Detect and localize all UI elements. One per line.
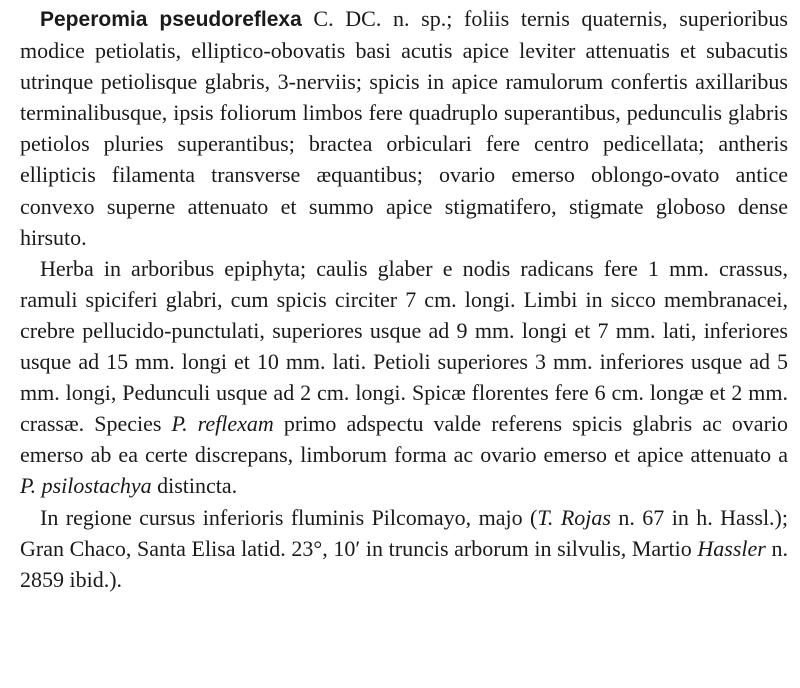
species-description-paragraph bbox=[20, 0, 788, 253]
habit-text-part-1: Herba in arboribus epiphyta; caulis glaber e nodis radicans fere 1 mm. crassus, ramuli spiciferi glabri, cum spicis circiter 7 cm. longi. Limbi in sicco membranacei, crebre pellucido-punctulati, superiores usque ad 9 mm. longi et 7 mm. lati, inferiores usque ad 15 mm. longi et 10 mm. lati. Petioli superiores 3 mm. inferiores usque ad 5 mm. longi, Pedunculi usque ad 2 cm. longi. Spicæ florentes fere 6 cm. longæ et 2 mm. crassæ. Species bbox=[20, 255, 788, 437]
locality-text-part-2: n. 67 in h. Hassl.); Gran Chaco, Santa Elisa latid. 23°, 10′ in truncis arborum in silvulis, Martio bbox=[20, 504, 788, 561]
species-name: Peperomia pseudoreflexa bbox=[40, 8, 302, 31]
habit-text-part-3: distincta. bbox=[151, 473, 238, 499]
diagnosis-text: C. DC. n. sp.; foliis ternis quaternis, superioribus modice petiolatis, elliptico-obovatis basi acutis apice leviter attenuatis et subacutis utrinque petiolisque glabris, 3-nerviis; spicis in apice ramulorum confertis axillaribus terminalibusque, ipsis foliorum limbos fere quadruplo superantibus, pedunculis glabris petiolos pluries superantibus; bractea orbiculari fere centro pedicellata; antheris ellipticis filamenta transverse æquantibus; ovario emerso oblongo-ovato antice convexo superne attenuato et summo apice stigmatifero, stigmate globoso dense hirsuto. bbox=[20, 6, 788, 250]
locality-text-part-3: n. 2859 ibid.). bbox=[20, 535, 789, 592]
habit-text-part-2: primo adspectu valde referens spicis glabris ac ovario emerso ab ea certe discrepans, limborum forma ac ovario emerso et apice attenuato a bbox=[20, 411, 789, 468]
locality-paragraph bbox=[20, 502, 788, 595]
species-reference-psilostachya: P. psilostachya bbox=[20, 473, 152, 499]
collector-rojas: T. Rojas bbox=[537, 504, 611, 530]
habit-paragraph bbox=[20, 253, 788, 502]
species-reference-reflexa: P. reflexam bbox=[171, 411, 274, 437]
collector-hassler: Hassler bbox=[697, 535, 766, 561]
locality-text-part-1: In regione cursus inferioris fluminis Pilcomayo, majo ( bbox=[40, 504, 538, 530]
